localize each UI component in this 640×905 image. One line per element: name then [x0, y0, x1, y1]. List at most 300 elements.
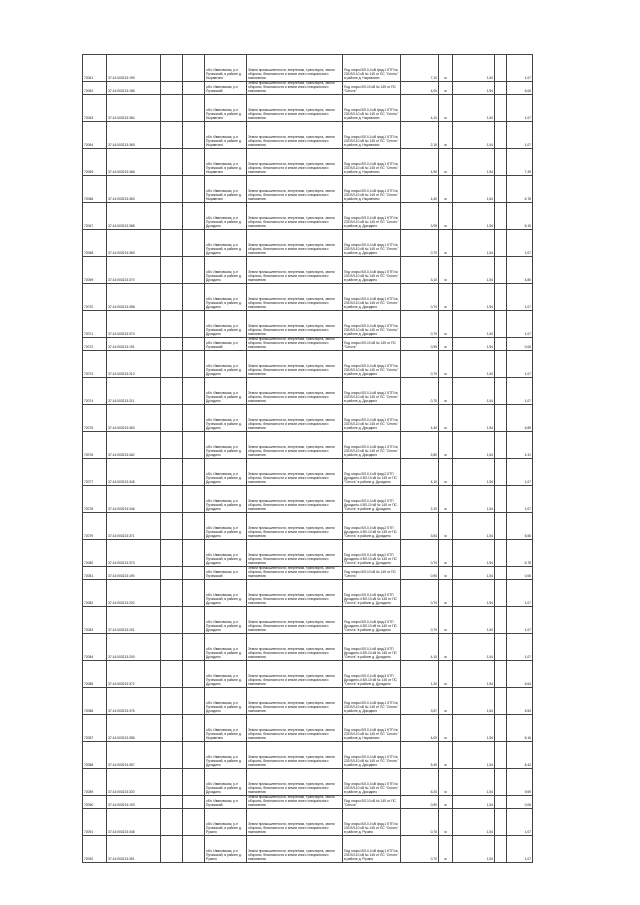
- permitted-use-cell: Под опоры ВЛ-0,4 кВ фид.3 КТП Дроздино-4 ВЛ-10 кВ № 145 от ПС "Сеготь" в районе д. Дроздино: [343, 634, 401, 660]
- empty-cell: [183, 149, 205, 175]
- rate-cell: 1,54: [453, 311, 495, 337]
- empty-cell: [495, 486, 507, 512]
- empty-cell: [183, 796, 205, 808]
- unit-cell: м: [439, 809, 453, 835]
- area-cell: 4,10: [401, 95, 439, 121]
- value-cell: 1,07: [507, 95, 533, 121]
- value-cell: 0,06: [507, 796, 533, 808]
- table-row: [83, 486, 533, 513]
- table-row: [83, 82, 533, 95]
- area-cell: 0,70: [401, 311, 439, 337]
- empty-cell: [183, 284, 205, 310]
- row-number-cell: 72090: [83, 796, 107, 808]
- empty-cell: [183, 311, 205, 337]
- permitted-use-cell: Под опоры ВЛ-0,4 кВ фид.1 КТП № 233 ВЛ-10 кВ № 145 от ПС "Сеготь" в районе д. Рузино: [343, 836, 401, 862]
- table-row: [83, 95, 533, 122]
- location-cell: обл. Ивановская, р-н Пучежский, в районе д. Дроздино: [205, 230, 247, 256]
- value-cell: 1,07: [507, 486, 533, 512]
- location-cell: обл. Ивановская, р-н Пучежский, в районе д. Дроздино: [205, 580, 247, 606]
- permitted-use-cell: Под опоры ВЛ-0,4 кВ фид.2 КТП Дроздино-4 ВЛ-10 кВ № 145 от ПС "Сеготь" в районе д. Дроздино: [343, 459, 401, 485]
- area-cell: 0,70: [401, 809, 439, 835]
- row-number-cell: 72066: [83, 176, 107, 202]
- land-category-cell: Земли промышленности, энергетики, транспорта, земли обороны, безопасности и земли иного специального назначения: [247, 284, 343, 310]
- empty-cell: [495, 55, 507, 81]
- area-cell: 6,20: [401, 769, 439, 795]
- empty-cell: [183, 715, 205, 741]
- land-category-cell: Земли промышленности, энергетики, транспорта, земли обороны, безопасности и земли иного специального назначения: [247, 836, 343, 862]
- rate-cell: 1,54: [453, 149, 495, 175]
- land-category-cell: Земли промышленности, энергетики, транспорта, земли обороны, безопасности и земли иного специального назначения: [247, 338, 343, 350]
- table-row: [83, 607, 533, 634]
- empty-cell: [183, 688, 205, 714]
- row-number-cell: 72077: [83, 459, 107, 485]
- unit-cell: м: [439, 836, 453, 862]
- cadastral-number-cell: 37:14:000213:356: [107, 715, 161, 741]
- cadastral-number-cell: 37:14:000213:190: [107, 567, 161, 579]
- value-cell: 1,07: [507, 634, 533, 660]
- unit-cell: м: [439, 607, 453, 633]
- location-cell: обл. Ивановская, р-н Пучежский, в районе д. Дроздино: [205, 742, 247, 768]
- area-cell: 4,40: [401, 176, 439, 202]
- row-number-cell: 72083: [83, 607, 107, 633]
- permitted-use-cell: Под опоры ВЛ-0,4 кВ фид.1 КТП № 233 ВЛ-10 кВ № 145 от ПС "Сеготь" в районе д. Ныравтино: [343, 715, 401, 741]
- area-cell: 1,20: [401, 661, 439, 687]
- permitted-use-cell: Под опоры ВЛ-0,4 кВ фид.1 КТП № 233 ВЛ-10 кВ № 145 от ПС "Сеготь" в районе д. Дроздино: [343, 351, 401, 377]
- cadastral-number-cell: 37:14:000213:346: [107, 486, 161, 512]
- empty-cell: [183, 769, 205, 795]
- location-cell: обл. Ивановская, р-н Пучежский, в районе д. Дроздино: [205, 257, 247, 283]
- location-cell: обл. Ивановская, р-н Пучежский, в районе д. Ныравтино: [205, 55, 247, 81]
- rate-cell: 1,54: [453, 459, 495, 485]
- row-number-cell: 72084: [83, 634, 107, 660]
- value-cell: 7,49: [507, 149, 533, 175]
- area-cell: 5,49: [401, 742, 439, 768]
- empty-cell: [161, 55, 183, 81]
- row-number-cell: 72072: [83, 338, 107, 350]
- empty-cell: [495, 149, 507, 175]
- empty-cell: [161, 378, 183, 404]
- permitted-use-cell: Под опоры ВЛ-0,4 кВ фид.1 КТП № 233 ВЛ-10 кВ № 145 от ПС "Сеготь" в районе д. Дроздино: [343, 203, 401, 229]
- table-row: [83, 149, 533, 176]
- empty-cell: [495, 405, 507, 431]
- empty-cell: [161, 796, 183, 808]
- empty-cell: [495, 540, 507, 566]
- cadastral-number-cell: 37:14:000213:370: [107, 257, 161, 283]
- empty-cell: [495, 661, 507, 687]
- empty-cell: [183, 580, 205, 606]
- permitted-use-cell: Под опоры ВЛ-0,4 кВ фид.1 КТП № 233 ВЛ-10 кВ № 145 от ПС "Сеготь" в районе д. Ныравтино: [343, 55, 401, 81]
- empty-cell: [161, 351, 183, 377]
- table-row: [83, 540, 533, 567]
- land-category-cell: Земли промышленности, энергетики, транспорта, земли обороны, безопасности и земли иного специального назначения: [247, 715, 343, 741]
- location-cell: обл. Ивановская, р-н Пучежский: [205, 567, 247, 579]
- empty-cell: [161, 567, 183, 579]
- rate-cell: 1,54: [453, 796, 495, 808]
- permitted-use-cell: Под опоры ВЛ-0,4 кВ фид.2 КТП Дроздино-4 ВЛ-10 кВ № 145 от ПС "Сеготь" в районе д. Дроздино: [343, 540, 401, 566]
- location-cell: обл. Ивановская, р-н Пучежский, в районе д. Дроздино: [205, 540, 247, 566]
- area-cell: 2,80: [401, 432, 439, 458]
- empty-cell: [161, 580, 183, 606]
- area-cell: 3,99: [401, 203, 439, 229]
- rate-cell: 1,54: [453, 809, 495, 835]
- cadastral-number-cell: 37:14:000213:357: [107, 742, 161, 768]
- empty-cell: [495, 634, 507, 660]
- rate-cell: 1,54: [453, 688, 495, 714]
- table-row: [83, 230, 533, 257]
- table-row: [83, 257, 533, 284]
- cadastral-number-cell: 37:14:000213:351: [107, 836, 161, 862]
- cadastral-number-cell: 37:14:000213:374: [107, 311, 161, 337]
- permitted-use-cell: Под опоры ВЛ-0,4 кВ фид.3 КТП Дроздино-4 ВЛ-10 кВ № 145 от ПС "Сеготь" в районе д. Дроздино: [343, 607, 401, 633]
- empty-cell: [495, 82, 507, 94]
- location-cell: обл. Ивановская, р-н Пучежский: [205, 82, 247, 94]
- empty-cell: [161, 405, 183, 431]
- permitted-use-cell: Под опоры ВЛ-0,4 кВ фид.1 КТП № 233 ВЛ-10 кВ № 145 от ПС "Сеготь" в районе д. Дроздино: [343, 378, 401, 404]
- row-number-cell: 72078: [83, 486, 107, 512]
- empty-cell: [495, 122, 507, 148]
- empty-cell: [495, 567, 507, 579]
- row-number-cell: 72092: [83, 836, 107, 862]
- empty-cell: [183, 661, 205, 687]
- table-row: [83, 796, 533, 809]
- empty-cell: [161, 661, 183, 687]
- empty-cell: [183, 540, 205, 566]
- table-row: [83, 351, 533, 378]
- empty-cell: [495, 257, 507, 283]
- land-category-cell: Земли промышленности, энергетики, транспорта, земли обороны, безопасности и земли иного специального назначения: [247, 378, 343, 404]
- area-cell: 0,70: [401, 607, 439, 633]
- cadastral-number-cell: 37:14:000213:348: [107, 809, 161, 835]
- location-cell: обл. Ивановская, р-н Пучежский: [205, 796, 247, 808]
- unit-cell: м: [439, 338, 453, 350]
- permitted-use-cell: Под опоры ВЛ-0,4 кВ фид.1 КТП № 233 ВЛ-10 кВ № 145 от ПС "Сеготь" в районе д. Ныравтино: [343, 122, 401, 148]
- row-number-cell: 72073: [83, 351, 107, 377]
- empty-cell: [183, 122, 205, 148]
- table-row: [83, 405, 533, 432]
- permitted-use-cell: Под опоры ВЛ-0,4 кВ фид.2 КТП Дроздино-4 ВЛ-10 кВ № 145 от ПС "Сеготь" в районе д. Дроздино: [343, 513, 401, 539]
- value-cell: 1,07: [507, 230, 533, 256]
- empty-cell: [183, 176, 205, 202]
- rate-cell: 1,54: [453, 338, 495, 350]
- value-cell: 4,31: [507, 432, 533, 458]
- permitted-use-cell: Под опоры ВЛ-0,4 кВ фид.3 КТП Дроздино-4 ВЛ-10 кВ № 145 от ПС "Сеготь" в районе д. Дроздино: [343, 580, 401, 606]
- land-category-cell: Земли промышленности, энергетики, транспорта, земли обороны, безопасности и земли иного специального назначения: [247, 513, 343, 539]
- value-cell: 1,07: [507, 836, 533, 862]
- land-category-cell: Земли промышленности, энергетики, транспорта, земли обороны, безопасности и земли иного специального назначения: [247, 634, 343, 660]
- empty-cell: [183, 230, 205, 256]
- location-cell: обл. Ивановская, р-н Пучежский, в районе д. Дроздино: [205, 459, 247, 485]
- land-category-cell: Земли промышленности, энергетики, транспорта, земли обороны, безопасности и земли иного специального назначения: [247, 176, 343, 202]
- permitted-use-cell: Под опоры ВЛ-0,4 кВ фид.1 КТП № 233 ВЛ-10 кВ № 145 от ПС "Сеготь" в районе д. Дроздино: [343, 405, 401, 431]
- empty-cell: [161, 634, 183, 660]
- land-category-cell: Земли промышленности, энергетики, транспорта, земли обороны, безопасности и земли иного специального назначения: [247, 809, 343, 835]
- unit-cell: м: [439, 513, 453, 539]
- area-cell: 3,10: [401, 257, 439, 283]
- permitted-use-cell: Под опоры ВЛ-0,4 кВ фид.3 КТП Дроздино-4 ВЛ-10 кВ № 145 от ПС "Сеготь" в районе д. Дроздино: [343, 661, 401, 687]
- row-number-cell: 72082: [83, 580, 107, 606]
- empty-cell: [183, 809, 205, 835]
- cadastral-number-cell: 37:14:000213:376: [107, 688, 161, 714]
- cadastral-number-cell: 37:14:000213:373: [107, 540, 161, 566]
- rate-cell: 1,54: [453, 257, 495, 283]
- row-number-cell: 72079: [83, 513, 107, 539]
- rate-cell: 1,54: [453, 122, 495, 148]
- cadastral-number-cell: 37:14:000213:372: [107, 661, 161, 687]
- unit-cell: м: [439, 486, 453, 512]
- cadastral-number-cell: 37:14:000213:320: [107, 769, 161, 795]
- land-category-cell: Земли промышленности, энергетики, транспорта, земли обороны, безопасности и земли иного специального назначения: [247, 311, 343, 337]
- unit-cell: м: [439, 351, 453, 377]
- unit-cell: м: [439, 203, 453, 229]
- cadastral-number-cell: 37:14:000213:201: [107, 607, 161, 633]
- value-cell: 8,42: [507, 742, 533, 768]
- table-row: [83, 742, 533, 769]
- value-cell: 6,64: [507, 661, 533, 687]
- rate-cell: 1,54: [453, 742, 495, 768]
- empty-cell: [495, 607, 507, 633]
- empty-cell: [495, 580, 507, 606]
- data-table: [82, 54, 533, 863]
- empty-cell: [495, 95, 507, 121]
- permitted-use-cell: Под опоры ВЛ-0,4 кВ фид.1 КТП № 233 ВЛ-10 кВ № 145 от ПС "Сеготь" в районе д. Ныравтино: [343, 95, 401, 121]
- empty-cell: [183, 459, 205, 485]
- row-number-cell: 72070: [83, 284, 107, 310]
- location-cell: обл. Ивановская, р-н Пучежский, в районе д. Ныравтино: [205, 715, 247, 741]
- permitted-use-cell: Под опоры ВЛ-0,4 кВ фид.1 КТП № 233 ВЛ-10 кВ № 145 от ПС "Сеготь" в районе д. Дроздино: [343, 432, 401, 458]
- unit-cell: м: [439, 715, 453, 741]
- area-cell: 4,00: [401, 82, 439, 94]
- cadastral-number-cell: 37:14:000213:210: [107, 351, 161, 377]
- unit-cell: м: [439, 82, 453, 94]
- row-number-cell: 72086: [83, 688, 107, 714]
- empty-cell: [161, 486, 183, 512]
- rate-cell: 1,54: [453, 607, 495, 633]
- location-cell: обл. Ивановская, р-н Пучежский, в районе д. Дроздино: [205, 203, 247, 229]
- land-category-cell: Земли промышленности, энергетики, транспорта, земли обороны, безопасности и земли иного специального назначения: [247, 55, 343, 81]
- permitted-use-cell: Под опоры ВЛ-0,4 кВ фид.1 КТП № 233 ВЛ-10 кВ № 145 от ПС "Сеготь" в районе д. Дроздино: [343, 688, 401, 714]
- table-row: [83, 513, 533, 540]
- table-row: [83, 567, 533, 580]
- location-cell: обл. Ивановская, р-н Пучежский, в районе д. Рузино: [205, 809, 247, 835]
- unit-cell: м: [439, 284, 453, 310]
- land-category-cell: Земли промышленности, энергетики, транспорта, земли обороны, безопасности и земли иного специального назначения: [247, 607, 343, 633]
- permitted-use-cell: Под опоры ВЛ-0,4 кВ фид.1 КТП № 233 ВЛ-10 кВ № 145 от ПС "Сеготь" в районе д. Ныравтино: [343, 176, 401, 202]
- empty-cell: [161, 459, 183, 485]
- empty-cell: [161, 338, 183, 350]
- rate-cell: 1,54: [453, 351, 495, 377]
- value-cell: 0,06: [507, 338, 533, 350]
- table-row: [83, 55, 533, 82]
- empty-cell: [495, 378, 507, 404]
- permitted-use-cell: Под опоры ВЛ-0,4 кВ фид.1 КТП № 233 ВЛ-10 кВ № 145 от ПС "Сеготь" в районе д. Дроздино: [343, 769, 401, 795]
- permitted-use-cell: Под опоры ВЛ-0,4 кВ фид.1 КТП № 233 ВЛ-10 кВ № 145 от ПС "Сеготь" в районе д. Дроздино: [343, 311, 401, 337]
- table-row: [83, 580, 533, 607]
- rate-cell: 1,54: [453, 378, 495, 404]
- empty-cell: [161, 432, 183, 458]
- land-category-cell: Земли промышленности, энергетики, транспорта, земли обороны, безопасности и земли иного специального назначения: [247, 82, 343, 94]
- unit-cell: м: [439, 432, 453, 458]
- cadastral-number-cell: 37:14:000213:193: [107, 796, 161, 808]
- empty-cell: [495, 513, 507, 539]
- location-cell: обл. Ивановская, р-н Пучежский, в районе д. Дроздино: [205, 688, 247, 714]
- cadastral-number-cell: 37:14:000213:365: [107, 122, 161, 148]
- value-cell: 1,07: [507, 284, 533, 310]
- empty-cell: [161, 230, 183, 256]
- rate-cell: 1,54: [453, 580, 495, 606]
- table-row: [83, 432, 533, 459]
- cadastral-number-cell: 37:14:000213:188: [107, 82, 161, 94]
- permitted-use-cell: Под опоры ВЛ-10 кВ № 145 от ПС "Сеготь": [343, 567, 401, 579]
- area-cell: 3,54: [401, 513, 439, 539]
- location-cell: обл. Ивановская, р-н Пучежский, в районе д. Ныравтино: [205, 122, 247, 148]
- unit-cell: м: [439, 567, 453, 579]
- row-number-cell: 72068: [83, 230, 107, 256]
- location-cell: обл. Ивановская, р-н Пучежский: [205, 338, 247, 350]
- area-cell: 4,00: [401, 715, 439, 741]
- cadastral-number-cell: 37:14:000213:200: [107, 634, 161, 660]
- row-number-cell: 72091: [83, 809, 107, 835]
- rate-cell: 1,54: [453, 203, 495, 229]
- cadastral-number-cell: 37:14:000213:211: [107, 378, 161, 404]
- location-cell: обл. Ивановская, р-н Пучежский, в районе д. Дроздино: [205, 486, 247, 512]
- unit-cell: м: [439, 661, 453, 687]
- cadastral-number-cell: 37:14:000213:345: [107, 459, 161, 485]
- row-number-cell: 72087: [83, 715, 107, 741]
- empty-cell: [161, 284, 183, 310]
- row-number-cell: 72088: [83, 742, 107, 768]
- empty-cell: [183, 432, 205, 458]
- unit-cell: м: [439, 796, 453, 808]
- value-cell: 6,89: [507, 405, 533, 431]
- land-category-cell: Земли промышленности, энергетики, транспорта, земли обороны, безопасности и земли иного специального назначения: [247, 149, 343, 175]
- empty-cell: [161, 122, 183, 148]
- cadastral-number-cell: 37:14:000213:363: [107, 176, 161, 202]
- empty-cell: [495, 230, 507, 256]
- permitted-use-cell: Под опоры ВЛ-10 кВ № 145 от ПС "Сеготь": [343, 338, 401, 350]
- area-cell: 2,10: [401, 486, 439, 512]
- table-row: [83, 284, 533, 311]
- table-row: [83, 311, 533, 338]
- location-cell: обл. Ивановская, р-н Пучежский, в районе д. Ныравтино: [205, 176, 247, 202]
- value-cell: 1,07: [507, 459, 533, 485]
- unit-cell: м: [439, 634, 453, 660]
- unit-cell: м: [439, 540, 453, 566]
- empty-cell: [183, 486, 205, 512]
- cadastral-number-cell: 37:14:000213:358: [107, 284, 161, 310]
- rate-cell: 1,54: [453, 634, 495, 660]
- area-cell: 4,10: [401, 459, 439, 485]
- land-category-cell: Земли промышленности, энергетики, транспорта, земли обороны, безопасности и земли иного специального назначения: [247, 540, 343, 566]
- area-cell: 0,90: [401, 567, 439, 579]
- empty-cell: [183, 634, 205, 660]
- rate-cell: 1,54: [453, 540, 495, 566]
- unit-cell: м: [439, 769, 453, 795]
- location-cell: обл. Ивановская, р-н Пучежский, в районе д. Дроздино: [205, 378, 247, 404]
- land-category-cell: Земли промышленности, энергетики, транспорта, земли обороны, безопасности и земли иного специального назначения: [247, 95, 343, 121]
- land-category-cell: Земли промышленности, энергетики, транспорта, земли обороны, безопасности и земли иного специального назначения: [247, 459, 343, 485]
- value-cell: 9,69: [507, 769, 533, 795]
- rate-cell: 1,54: [453, 55, 495, 81]
- land-category-cell: Земли промышленности, энергетики, транспорта, земли обороны, безопасности и земли иного специального назначения: [247, 203, 343, 229]
- row-number-cell: 72076: [83, 432, 107, 458]
- area-cell: 0,70: [401, 580, 439, 606]
- empty-cell: [161, 607, 183, 633]
- empty-cell: [161, 176, 183, 202]
- value-cell: 1,07: [507, 378, 533, 404]
- value-cell: 6,15: [507, 203, 533, 229]
- location-cell: обл. Ивановская, р-н Пучежский, в районе д. Дроздино: [205, 769, 247, 795]
- table-row: [83, 715, 533, 742]
- unit-cell: м: [439, 257, 453, 283]
- permitted-use-cell: Под опоры ВЛ-10 кВ № 145 от ПС "Сеготь": [343, 796, 401, 808]
- cadastral-number-cell: 37:14:000213:191: [107, 338, 161, 350]
- land-category-cell: Земли промышленности, энергетики, транспорта, земли обороны, безопасности и земли иного специального назначения: [247, 688, 343, 714]
- row-number-cell: 72069: [83, 257, 107, 283]
- land-category-cell: Земли промышленности, энергетики, транспорта, земли обороны, безопасности и земли иного специального назначения: [247, 432, 343, 458]
- area-cell: 2,10: [401, 122, 439, 148]
- table-row: [83, 634, 533, 661]
- area-cell: 0,70: [401, 351, 439, 377]
- rate-cell: 1,54: [453, 567, 495, 579]
- row-number-cell: 72064: [83, 122, 107, 148]
- land-category-cell: Земли промышленности, энергетики, транспорта, земли обороны, безопасности и земли иного специального назначения: [247, 769, 343, 795]
- empty-cell: [495, 715, 507, 741]
- rate-cell: 1,54: [453, 661, 495, 687]
- cadastral-number-cell: 37:14:000213:371: [107, 513, 161, 539]
- table-row: [83, 459, 533, 486]
- value-cell: 1,07: [507, 580, 533, 606]
- table-row: [83, 836, 533, 863]
- empty-cell: [183, 82, 205, 94]
- area-cell: 0,70: [401, 540, 439, 566]
- empty-cell: [495, 176, 507, 202]
- cadastral-number-cell: 37:14:000213:364: [107, 95, 161, 121]
- value-cell: 6,06: [507, 82, 533, 94]
- cadastral-number-cell: 37:14:000213:199: [107, 55, 161, 81]
- location-cell: обл. Ивановская, р-н Пучежский, в районе д. Дроздино: [205, 405, 247, 431]
- location-cell: обл. Ивановская, р-н Пучежский, в районе д. Рузино: [205, 836, 247, 862]
- table-row: [83, 769, 533, 796]
- empty-cell: [161, 809, 183, 835]
- cadastral-number-cell: 37:14:000213:368: [107, 203, 161, 229]
- rate-cell: 1,54: [453, 230, 495, 256]
- rate-cell: 1,54: [453, 715, 495, 741]
- area-cell: 4,10: [401, 634, 439, 660]
- value-cell: 1,07: [507, 607, 533, 633]
- unit-cell: м: [439, 378, 453, 404]
- cadastral-number-cell: 37:14:000213:202: [107, 580, 161, 606]
- empty-cell: [495, 311, 507, 337]
- row-number-cell: 72081: [83, 567, 107, 579]
- empty-cell: [161, 836, 183, 862]
- unit-cell: м: [439, 580, 453, 606]
- row-number-cell: 72067: [83, 203, 107, 229]
- unit-cell: м: [439, 688, 453, 714]
- empty-cell: [495, 432, 507, 458]
- area-cell: 0,70: [401, 284, 439, 310]
- row-number-cell: 72085: [83, 661, 107, 687]
- permitted-use-cell: Под опоры ВЛ-0,4 кВ фид.2 КТП Дроздино-4 ВЛ-10 кВ № 145 от ПС "Сеготь" в районе д. Дроздино: [343, 486, 401, 512]
- empty-cell: [183, 607, 205, 633]
- area-cell: 0,70: [401, 230, 439, 256]
- row-number-cell: 72062: [83, 82, 107, 94]
- rate-cell: 1,54: [453, 513, 495, 539]
- location-cell: обл. Ивановская, р-н Пучежский, в районе д. Дроздино: [205, 513, 247, 539]
- empty-cell: [161, 742, 183, 768]
- empty-cell: [183, 257, 205, 283]
- unit-cell: м: [439, 405, 453, 431]
- rate-cell: 1,54: [453, 432, 495, 458]
